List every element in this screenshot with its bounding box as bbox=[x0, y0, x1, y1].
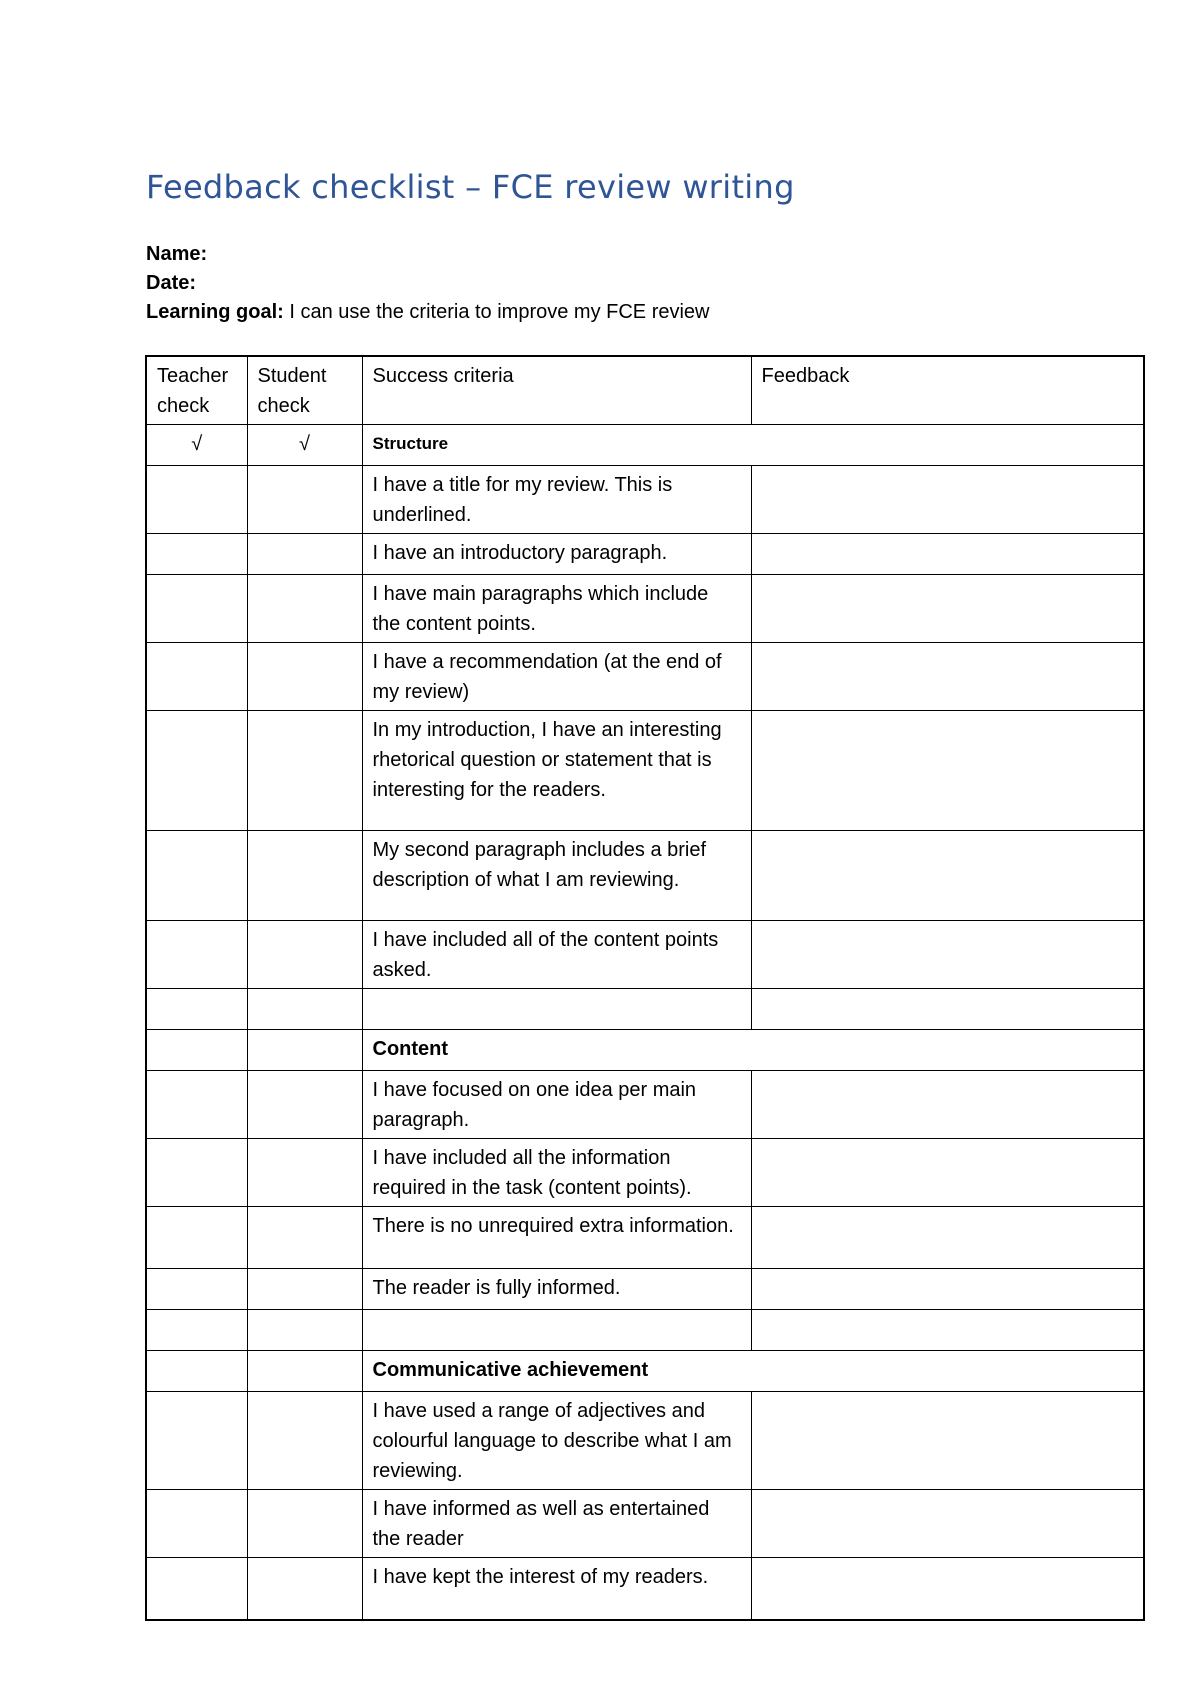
teacher-check-cell[interactable] bbox=[146, 534, 247, 575]
section-title-structure: Structure bbox=[362, 425, 1144, 466]
table-row bbox=[146, 1269, 1144, 1310]
section-row-communicative bbox=[146, 1351, 1144, 1392]
name-line bbox=[146, 240, 710, 269]
teacher-checkmark: √ bbox=[146, 425, 247, 466]
table-row bbox=[146, 534, 1144, 575]
criteria-cell: I have focused on one idea per main paragraph. bbox=[362, 1071, 751, 1139]
student-check-cell[interactable] bbox=[247, 643, 362, 711]
feedback-cell[interactable] bbox=[751, 575, 1144, 643]
table-row bbox=[146, 711, 1144, 831]
feedback-cell[interactable] bbox=[751, 1490, 1144, 1558]
table-row bbox=[146, 1071, 1144, 1139]
criteria-cell: I have used a range of adjectives and colourful language to describe what I am reviewing. bbox=[362, 1392, 751, 1490]
teacher-check-cell[interactable] bbox=[146, 1392, 247, 1490]
student-check-cell[interactable] bbox=[247, 534, 362, 575]
criteria-cell: I have kept the interest of my readers. bbox=[362, 1558, 751, 1621]
section-title-communicative: Communicative achievement bbox=[362, 1351, 1144, 1392]
student-check-cell[interactable] bbox=[247, 1490, 362, 1558]
student-check-cell[interactable] bbox=[247, 1558, 362, 1621]
teacher-check-cell[interactable] bbox=[146, 643, 247, 711]
student-check-cell[interactable] bbox=[247, 831, 362, 921]
section-row-structure bbox=[146, 425, 1144, 466]
teacher-check-cell[interactable] bbox=[146, 1558, 247, 1621]
empty-row bbox=[146, 989, 1144, 1030]
feedback-cell[interactable] bbox=[751, 921, 1144, 989]
feedback-cell[interactable] bbox=[751, 1392, 1144, 1490]
table-row bbox=[146, 1392, 1144, 1490]
teacher-check-cell[interactable] bbox=[146, 989, 247, 1030]
criteria-cell: I have a recommendation (at the end of my review) bbox=[362, 643, 751, 711]
student-check-cell[interactable] bbox=[247, 1207, 362, 1269]
criteria-cell: In my introduction, I have an interesting rhetorical question or statement that is interesting for the readers. bbox=[362, 711, 751, 831]
feedback-cell[interactable] bbox=[751, 1269, 1144, 1310]
table-row bbox=[146, 466, 1144, 534]
student-check-cell[interactable] bbox=[247, 1071, 362, 1139]
student-check-cell[interactable] bbox=[247, 1269, 362, 1310]
checklist-table bbox=[145, 355, 1145, 1621]
student-checkmark: √ bbox=[247, 425, 362, 466]
success-criteria-header: Success criteria bbox=[362, 356, 751, 425]
student-check-cell[interactable] bbox=[247, 1351, 362, 1392]
learning-goal-line bbox=[146, 298, 710, 327]
section-title-content: Content bbox=[362, 1030, 1144, 1071]
learning-goal-text: I can use the criteria to improve my FCE review bbox=[283, 301, 710, 323]
criteria-cell: The reader is fully informed. bbox=[362, 1269, 751, 1310]
date-line bbox=[146, 269, 710, 298]
student-info bbox=[146, 240, 710, 327]
page-title: Feedback checklist – FCE review writing bbox=[146, 168, 795, 206]
empty-row bbox=[146, 1310, 1144, 1351]
header-row bbox=[146, 356, 1144, 425]
criteria-cell: I have informed as well as entertained the reader bbox=[362, 1490, 751, 1558]
student-check-cell[interactable] bbox=[247, 575, 362, 643]
teacher-check-cell[interactable] bbox=[146, 1207, 247, 1269]
teacher-check-cell[interactable] bbox=[146, 1071, 247, 1139]
student-check-cell[interactable] bbox=[247, 989, 362, 1030]
teacher-check-cell[interactable] bbox=[146, 1269, 247, 1310]
feedback-cell[interactable] bbox=[751, 1139, 1144, 1207]
teacher-check-cell[interactable] bbox=[146, 1490, 247, 1558]
criteria-cell: I have a title for my review. This is underlined. bbox=[362, 466, 751, 534]
table-row bbox=[146, 643, 1144, 711]
teacher-check-cell[interactable] bbox=[146, 1351, 247, 1392]
feedback-cell[interactable] bbox=[751, 1310, 1144, 1351]
feedback-cell[interactable] bbox=[751, 1071, 1144, 1139]
criteria-cell: There is no unrequired extra information. bbox=[362, 1207, 751, 1269]
criteria-cell[interactable] bbox=[362, 1310, 751, 1351]
criteria-cell: I have main paragraphs which include the content points. bbox=[362, 575, 751, 643]
teacher-check-cell[interactable] bbox=[146, 921, 247, 989]
name-label: Name: bbox=[146, 243, 208, 265]
feedback-cell[interactable] bbox=[751, 831, 1144, 921]
teacher-check-cell[interactable] bbox=[146, 1310, 247, 1351]
criteria-cell: I have included all the information required in the task (content points). bbox=[362, 1139, 751, 1207]
table-row bbox=[146, 1558, 1144, 1621]
table-row bbox=[146, 921, 1144, 989]
student-check-header: Student check bbox=[247, 356, 362, 425]
table-row bbox=[146, 575, 1144, 643]
criteria-cell: I have an introductory paragraph. bbox=[362, 534, 751, 575]
table-row bbox=[146, 1139, 1144, 1207]
criteria-cell[interactable] bbox=[362, 989, 751, 1030]
criteria-cell: My second paragraph includes a brief description of what I am reviewing. bbox=[362, 831, 751, 921]
teacher-check-cell[interactable] bbox=[146, 711, 247, 831]
feedback-cell[interactable] bbox=[751, 466, 1144, 534]
student-check-cell[interactable] bbox=[247, 1139, 362, 1207]
student-check-cell[interactable] bbox=[247, 1310, 362, 1351]
teacher-check-cell[interactable] bbox=[146, 831, 247, 921]
table-row bbox=[146, 1490, 1144, 1558]
feedback-cell[interactable] bbox=[751, 989, 1144, 1030]
student-check-cell[interactable] bbox=[247, 1392, 362, 1490]
feedback-cell[interactable] bbox=[751, 1207, 1144, 1269]
table-row bbox=[146, 831, 1144, 921]
teacher-check-cell[interactable] bbox=[146, 575, 247, 643]
student-check-cell[interactable] bbox=[247, 1030, 362, 1071]
teacher-check-header: Teacher check bbox=[146, 356, 247, 425]
teacher-check-cell[interactable] bbox=[146, 1139, 247, 1207]
learning-goal-label: Learning goal: bbox=[146, 301, 284, 323]
student-check-cell[interactable] bbox=[247, 466, 362, 534]
student-check-cell[interactable] bbox=[247, 711, 362, 831]
feedback-header: Feedback bbox=[751, 356, 1144, 425]
feedback-cell[interactable] bbox=[751, 643, 1144, 711]
teacher-check-cell[interactable] bbox=[146, 1030, 247, 1071]
date-label: Date: bbox=[146, 272, 197, 294]
table-row bbox=[146, 1207, 1144, 1269]
student-check-cell[interactable] bbox=[247, 921, 362, 989]
feedback-cell[interactable] bbox=[751, 711, 1144, 831]
teacher-check-cell[interactable] bbox=[146, 466, 247, 534]
section-row-content bbox=[146, 1030, 1144, 1071]
criteria-cell: I have included all of the content points asked. bbox=[362, 921, 751, 989]
feedback-cell[interactable] bbox=[751, 534, 1144, 575]
feedback-cell[interactable] bbox=[751, 1558, 1144, 1621]
